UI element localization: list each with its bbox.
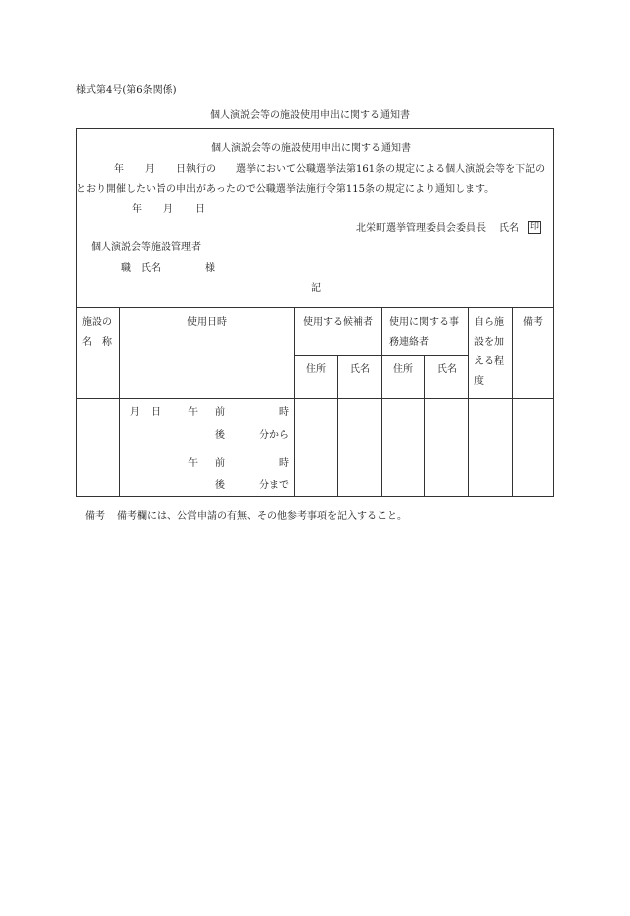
header-extent-2: 設を加 bbox=[474, 337, 504, 348]
col-line-1 bbox=[119, 307, 120, 497]
body-hour-2: 時 bbox=[279, 458, 289, 469]
header-name-2: 氏名 bbox=[437, 364, 457, 375]
sender-name-label: 氏名 bbox=[499, 223, 519, 234]
header-remarks: 備考 bbox=[523, 317, 543, 328]
body-day: 日 bbox=[151, 407, 161, 418]
col-line-4 bbox=[381, 307, 382, 497]
header-office-2: 務連絡者 bbox=[389, 337, 429, 348]
body-go-2: 後 bbox=[215, 480, 225, 491]
header-bottom-line bbox=[76, 398, 554, 399]
header-name: 氏名 bbox=[350, 364, 370, 375]
header-facility-name-1: 施設の bbox=[82, 317, 112, 328]
sender-title: 北栄町選挙管理委員会委員長 bbox=[356, 223, 486, 234]
addressee-honorific: 様 bbox=[205, 263, 215, 274]
header-extent-4: 度 bbox=[474, 376, 484, 387]
body-am-pm-2: 午 bbox=[188, 458, 198, 469]
header-address: 住所 bbox=[306, 364, 326, 375]
notice-body-line1: 選挙において公職選挙法第161条の規定による個人演説会等を下記の bbox=[236, 164, 546, 175]
ki-label: 記 bbox=[311, 283, 321, 294]
notice-body-line2: とおり開催したい旨の申出があったので公職選挙法施行令第115条の規定により通知します。 bbox=[76, 184, 495, 195]
body-go-1: 後 bbox=[215, 430, 225, 441]
addressee-position: 職 bbox=[121, 263, 131, 274]
notice-title: 個人演説会等の施設使用申出に関する通知書 bbox=[211, 143, 411, 154]
col-line-6 bbox=[468, 307, 469, 497]
body-hour-1: 時 bbox=[279, 407, 289, 418]
header-usage-datetime: 使用日時 bbox=[187, 317, 227, 328]
notice-year-unit: 年 bbox=[114, 164, 124, 175]
body-zen-1: 前 bbox=[215, 407, 225, 418]
body-from: 分から bbox=[259, 430, 289, 441]
header-extent-1: 自ら施 bbox=[474, 317, 504, 328]
notice-day-exec: 日執行の bbox=[176, 164, 216, 175]
notice-month-unit: 月 bbox=[145, 164, 155, 175]
date-month: 月 bbox=[163, 204, 173, 215]
form-title: 個人演説会等の施設使用申出に関する通知書 bbox=[210, 110, 410, 121]
table-top-line bbox=[76, 307, 554, 308]
body-until: 分まで bbox=[259, 480, 289, 491]
header-address-2: 住所 bbox=[393, 364, 413, 375]
seal-mark: 印 bbox=[529, 222, 539, 232]
date-year: 年 bbox=[132, 204, 142, 215]
footnote-text: 備考欄には、公営申請の有無、その他参考事項を記入すること。 bbox=[117, 511, 407, 522]
col-line-3 bbox=[337, 355, 338, 497]
body-zen-2: 前 bbox=[215, 458, 225, 469]
footnote-label: 備考 bbox=[85, 511, 105, 522]
header-extent-3: える程 bbox=[474, 356, 504, 367]
date-day: 日 bbox=[195, 204, 205, 215]
header-candidate: 使用する候補者 bbox=[303, 317, 373, 328]
addressee-name-label: 氏名 bbox=[141, 263, 161, 274]
header-facility-name-2: 名 称 bbox=[82, 337, 112, 348]
header-office-1: 使用に関する事 bbox=[389, 317, 459, 328]
addressee-title: 個人演説会等施設管理者 bbox=[91, 242, 201, 253]
body-month: 月 bbox=[130, 407, 140, 418]
col-line-5 bbox=[424, 355, 425, 497]
col-line-2 bbox=[294, 307, 295, 497]
col-line-7 bbox=[512, 307, 513, 497]
body-am-pm-1: 午 bbox=[188, 407, 198, 418]
form-number: 様式第4号(第6条関係) bbox=[76, 85, 177, 96]
